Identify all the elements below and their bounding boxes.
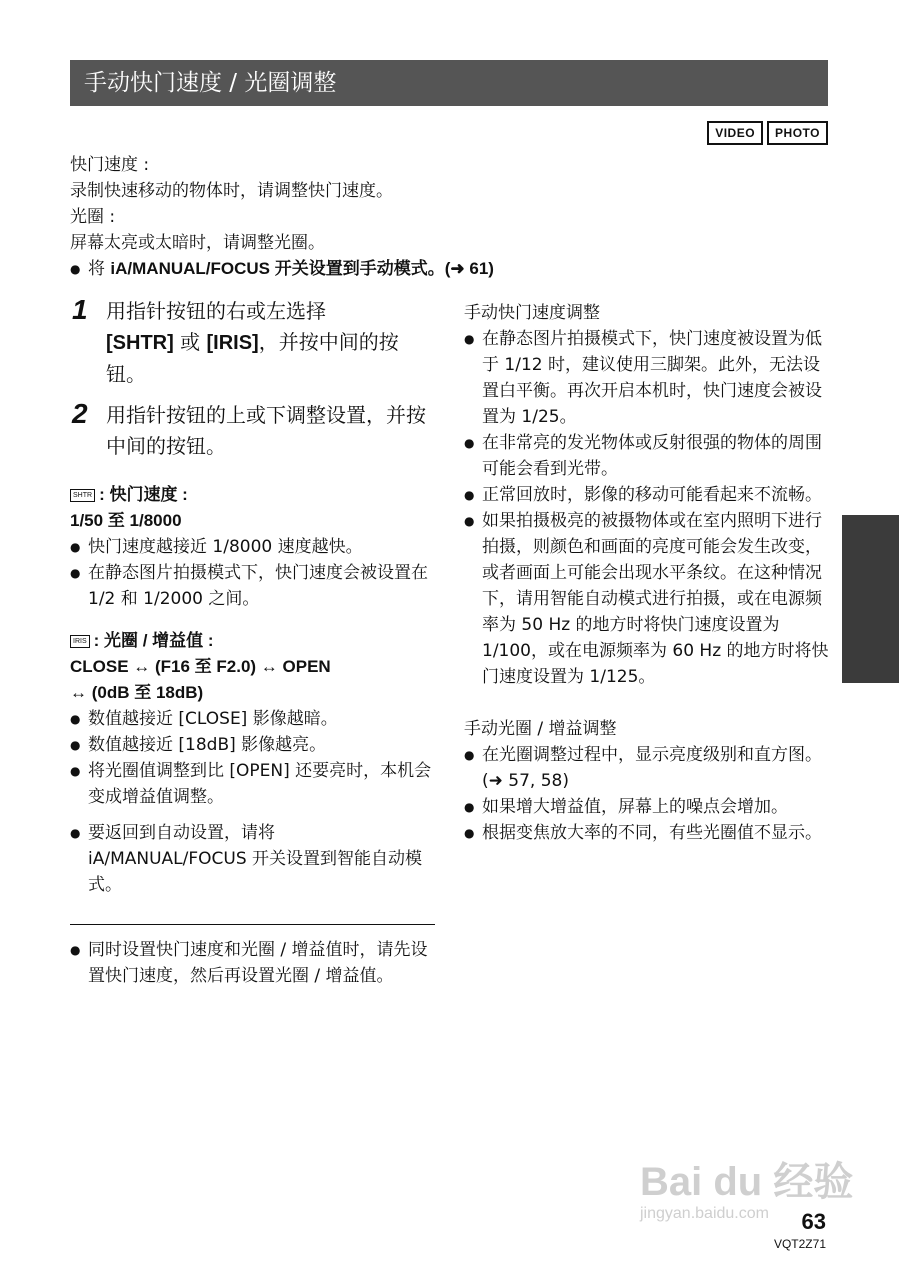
divider: [70, 924, 435, 925]
list-item: ● 如果拍摄极亮的被摄物体或在室内照明下进行拍摄，则颜色和画面的亮度可能会发生改变，或者画面上可能会出现水平条纹。在这种情况下，请用智能自动模式进行拍摄，或在电源频率为 50 Hz 的地方时将快门速度设置为 1/100，或在电源频率为 60 Hz 的地方时将快门速度设置为 1/125。: [464, 508, 834, 690]
list-item: ● 数值越接近 [18dB] 影像越亮。: [70, 732, 435, 758]
step-text: 用指针按钮的上或下调整设置，并按中间的按钮。: [106, 403, 426, 458]
iris-text: 屏幕太亮或太暗时，请调整光圈。: [70, 233, 325, 253]
watermark-logo: Bai du 经验: [640, 1160, 854, 1204]
shutter-section-heading: 手动快门速度调整: [464, 303, 600, 323]
right-column: [464, 300, 834, 846]
page-number: 63: [801, 1209, 826, 1234]
section-tab: [842, 515, 899, 683]
iris-label: : 光圈 / 增益值 :: [93, 631, 214, 650]
page-title: 手动快门速度 / 光圈调整: [70, 60, 828, 106]
document-code: VQT2Z71: [773, 1237, 826, 1251]
list-item: ● 在静态图片拍摄模式下，快门速度会被设置在 1/2 和 1/2000 之间。: [70, 560, 435, 612]
auto-note: ● 要返回到自动设置，请将 iA/MANUAL/FOCUS 开关设置到智能自动模式。: [70, 820, 435, 898]
list-item: ● 将光圈值调整到比 [OPEN] 还要亮时，本机会变成增益值调整。: [70, 758, 435, 810]
shtr-block: [70, 482, 435, 612]
iris-label: 光圈 :: [70, 207, 116, 227]
shutter-label: 快门速度 :: [70, 155, 150, 175]
list-item: ● 如果增大增益值，屏幕上的噪点会增加。: [464, 794, 834, 820]
list-item: ● 根据变焦放大率的不同，有些光圈值不显示。: [464, 820, 834, 846]
iris-icon: IRIS: [70, 635, 90, 648]
list-item: ● 在光圈调整过程中，显示亮度级别和直方图。(➜ 57, 58): [464, 742, 834, 794]
shtr-label: : 快门速度 :: [99, 485, 188, 504]
iris-range: CLOSE ↔ (F16 至 F2.0) ↔ OPEN: [70, 657, 331, 676]
shtr-icon: SHTR: [70, 489, 95, 502]
list-item: ● 正常回放时，影像的移动可能看起来不流畅。: [464, 482, 834, 508]
step-number: 1: [72, 294, 88, 325]
step-1: 1 用指针按钮的右或左选择 [SHTR] 或 [IRIS]，并按中间的按钮。: [72, 294, 399, 386]
watermark-url: jingyan.baidu.com: [640, 1205, 769, 1222]
shutter-text: 录制快速移动的物体时，请调整快门速度。: [70, 181, 393, 201]
list-item: ● 在静态图片拍摄模式下，快门速度被设置为低于 1/12 时，建议使用三脚架。此外，无法设置白平衡。再次开启本机时，快门速度会被设置为 1/25。: [464, 326, 834, 430]
iris-block: [70, 628, 435, 898]
mode-badges: [707, 121, 828, 145]
both-note: ● 同时设置快门速度和光圈 / 增益值时，请先设置快门速度，然后再设置光圈 / 增益值。: [70, 937, 435, 989]
left-column: [70, 296, 435, 989]
list-item: ● 在非常亮的发光物体或反射很强的物体的周围可能会看到光带。: [464, 430, 834, 482]
intro-section: [70, 152, 830, 282]
switch-note: ● 将 iA/MANUAL/FOCUS 开关设置到手动模式。(➜ 61): [70, 256, 830, 282]
photo-mode-badge: PHOTO: [767, 121, 828, 145]
iris-range-gain: ↔ (0dB 至 18dB): [70, 683, 204, 702]
step-number: 2: [72, 398, 88, 429]
iris-section-heading: 手动光圈 / 增益调整: [464, 719, 617, 739]
list-item: ● 快门速度越接近 1/8000 速度越快。: [70, 534, 435, 560]
list-item: ● 数值越接近 [CLOSE] 影像越暗。: [70, 706, 435, 732]
video-mode-badge: VIDEO: [707, 121, 763, 145]
shtr-range: 1/50 至 1/8000: [70, 511, 182, 530]
step-2: [70, 400, 435, 462]
